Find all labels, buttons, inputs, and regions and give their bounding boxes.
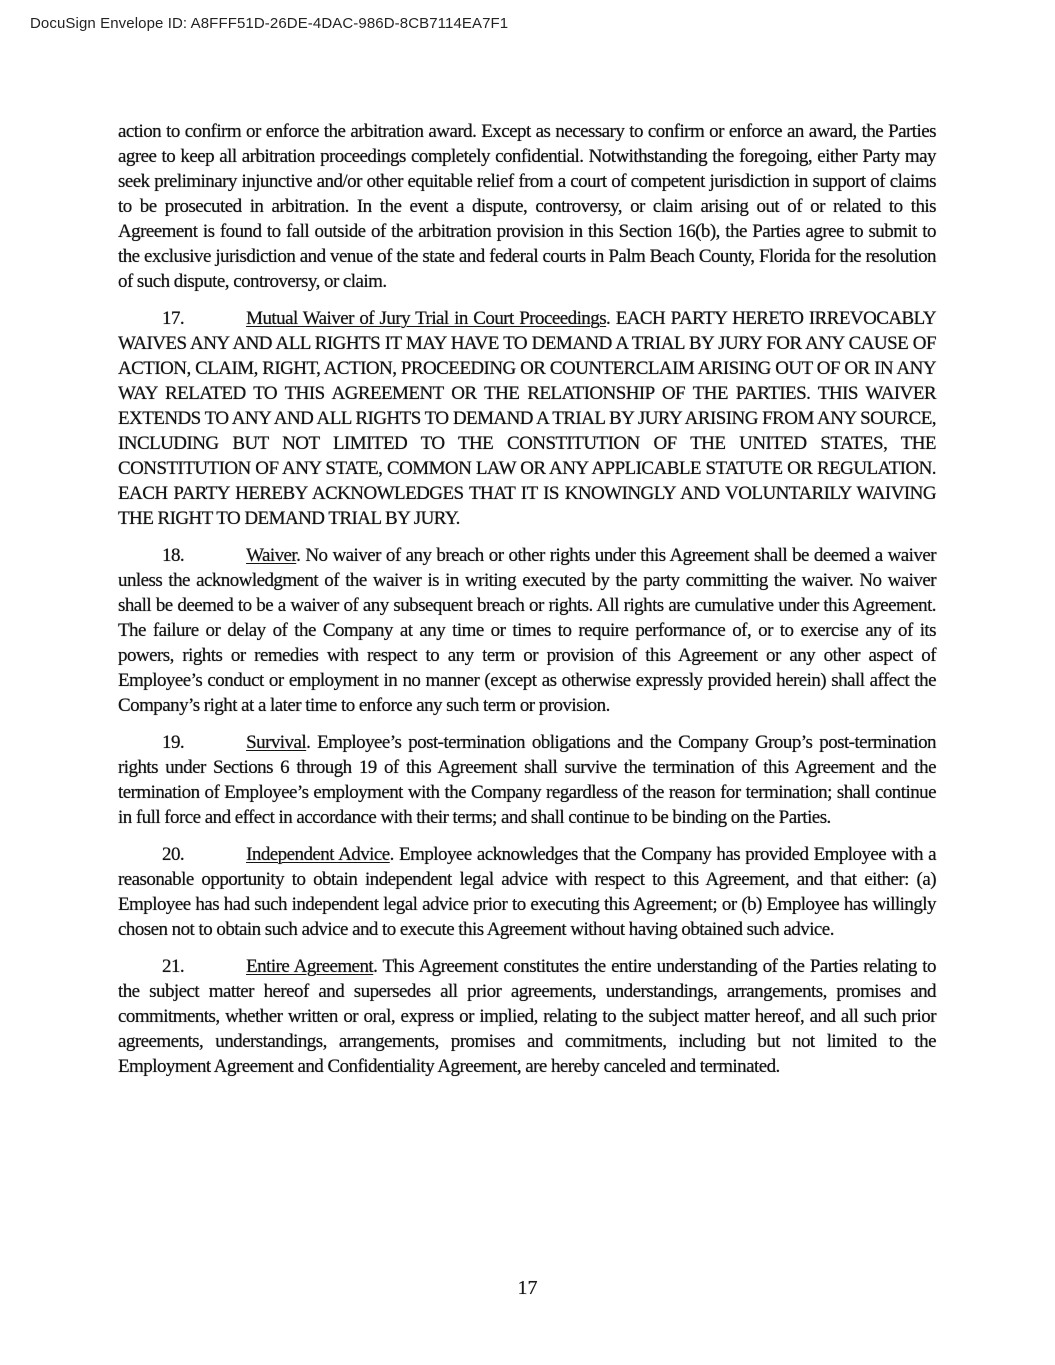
section-paragraph-18	[118, 543, 936, 718]
section-paragraph-19	[118, 730, 936, 830]
section-heading: Independent Advice	[246, 844, 390, 865]
page-number: 17	[517, 1277, 538, 1299]
section-heading: Survival	[246, 732, 307, 753]
document-body	[118, 119, 936, 1079]
section-heading: Waiver	[246, 545, 297, 566]
section-number: 19.	[162, 732, 185, 753]
section-paragraph-21	[118, 954, 936, 1079]
heading-separator: .	[389, 844, 400, 865]
section-number: 17.	[162, 308, 185, 329]
heading-separator: .	[296, 545, 306, 566]
section-number: 21.	[162, 956, 185, 977]
section-body: Employee’s post-termination obligations and the Company Group’s post-termination rights under Sections 6 through 19 of this Agreement shall survive the termination of this Agreement and the termination of Employee’s employment with the Company regardless of the reason for termination; shall continue in full force and effect in accordance with their terms; and shall continue to be binding on the Parties.	[118, 732, 936, 828]
section-number: 18.	[162, 545, 185, 566]
heading-separator: .	[306, 732, 318, 753]
section-heading: Entire Agreement	[246, 956, 374, 977]
section-paragraph-20	[118, 842, 936, 942]
section-heading: Mutual Waiver of Jury Trial in Court Proceedings	[246, 308, 607, 329]
section-body: No waiver of any breach or other rights under this Agreement shall be deemed a waiver unless the acknowledgment of the waiver is in writing executed by the party committing the waiver. No waiver shall be deemed to be a waiver of any subsequent breach or rights. All rights are cumulative under this Agreement. The failure or delay of the Company at any time or times to require performance of, or to exercise any of its powers, rights or remedies with respect to any term or provision of this Agreement or any other aspect of Employee’s conduct or employment in no manner (except as otherwise expressly provided herein) shall affect the Company’s right at a later time to enforce any such term or provision.	[118, 545, 936, 716]
section-body: Employee acknowledges that the Company has provided Employee with a reasonable opportunity to obtain independent legal advice with respect to this Agreement, and that either: (a) Employee has had such independent legal advice prior to executing this Agreement; or (b) Employee has willingly chosen not to obtain such advice and to execute this Agreement without having obtained such advice.	[118, 844, 936, 940]
section-paragraph-17	[118, 306, 936, 531]
section-body: EACH PARTY HERETO IRREVOCABLY WAIVES ANY AND ALL RIGHTS IT MAY HAVE TO DEMAND A TRIAL BY JURY FOR ANY CAUSE OF ACTION, CLAIM, RIGHT, ACTION, PROCEEDING OR COUNTERCLAIM ARISING OUT OF OR IN ANY WAY RELATED TO THIS AGREEMENT OR THE RELATIONSHIP OF THE PARTIES. THIS WAIVER EXTENDS TO ANY AND ALL RIGHTS TO DEMAND A TRIAL BY JURY ARISING FROM ANY SOURCE, INCLUDING BUT NOT LIMITED TO THE CONSTITUTION OF THE UNITED STATES, THE CONSTITUTION OF ANY STATE, COMMON LAW OR ANY APPLICABLE STATUTE OR REGULATION. EACH PARTY HEREBY ACKNOWLEDGES THAT IT IS KNOWINGLY AND VOLUNTARILY WAIVING THE RIGHT TO DEMAND TRIAL BY JURY.	[118, 308, 936, 529]
section-body: This Agreement constitutes the entire understanding of the Parties relating to the subject matter hereof and supersedes all prior agreements, understandings, arrangements, promises and commitments, whether written or oral, express or implied, relating to the subject matter hereof, and all such prior agreements, understandings, arrangements, promises and commitments, including but not limited to the Employment Agreement and Confidentiality Agreement, are hereby canceled and terminated.	[118, 956, 936, 1077]
heading-separator: .	[373, 956, 383, 977]
heading-separator: .	[606, 308, 616, 329]
paragraph-continuation: action to confirm or enforce the arbitration award. Except as necessary to confirm or enforce an award, the Parties agree to keep all arbitration proceedings completely confidential. Notwithstanding the foregoing, either Party may seek preliminary injunctive and/or other equitable relief from a court of competent jurisdiction in support of claims to be prosecuted in arbitration. In the event a dispute, controversy, or claim arising out of or related to this Agreement is found to fall outside of the arbitration provision in this Section 16(b), the Parties agree to submit to the exclusive jurisdiction and venue of the state and federal courts in Palm Beach County, Florida for the resolution of such dispute, controversy, or claim.	[118, 121, 936, 292]
section-number: 20.	[162, 844, 185, 865]
docusign-envelope-id: DocuSign Envelope ID: A8FFF51D-26DE-4DAC-986D-8CB7114EA7F1	[30, 15, 509, 32]
